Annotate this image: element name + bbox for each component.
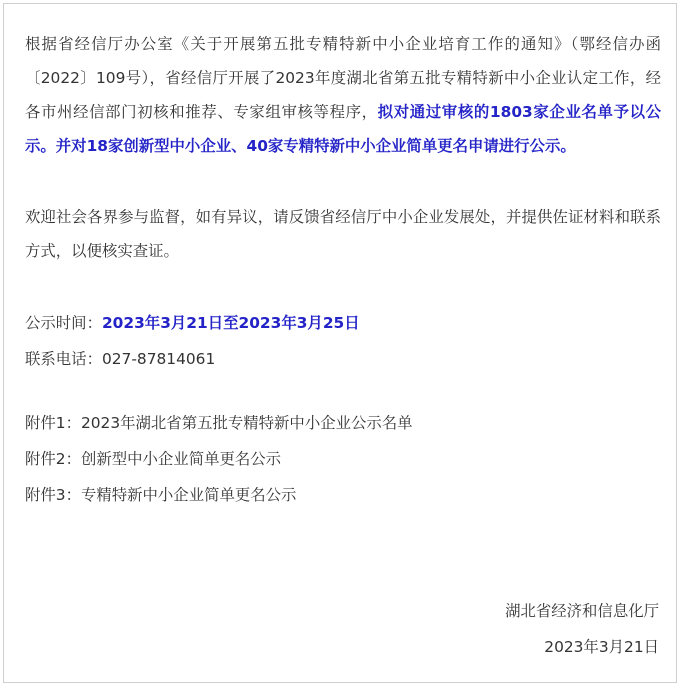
signature-date: 2023年3月21日 bbox=[544, 638, 659, 656]
attachment-3[interactable]: 附件3：专精特新中小企业简单更名公示 bbox=[25, 486, 297, 504]
phone-value: 027-87814061 bbox=[101, 350, 216, 368]
notice-paragraph-intro bbox=[25, 27, 661, 163]
notice-phone bbox=[25, 341, 661, 377]
period-value: 2023年3月21日至2023年3月25日 bbox=[101, 314, 360, 332]
notice-body bbox=[25, 27, 661, 513]
phone-label: 联系电话： bbox=[25, 350, 102, 368]
notice-period bbox=[25, 305, 661, 341]
attachment-1[interactable]: 附件1：2023年湖北省第五批专精特新中小企业公示名单 bbox=[25, 414, 413, 432]
intro-text: 根据省经信厅办公室《关于开展第五批专精特新中小企业培育工作的通知》（鄂经信办函〔2022〕109号），省经信厅开展了2023年度湖北省第五批专精特新中小企业认定工作，经各市州经信部门初核和推荐、专家组审核等程序， bbox=[25, 35, 661, 121]
signature-org: 湖北省经济和信息化厅 bbox=[505, 602, 659, 620]
attachment-2[interactable]: 附件2：创新型中小企业简单更名公示 bbox=[25, 450, 282, 468]
notice-paragraph-supervision: 欢迎社会各界参与监督，如有异议，请反馈省经信厅中小企业发展处，并提供佐证材料和联系方式，以便核实查证。 bbox=[25, 208, 661, 260]
intro-highlight: 拟对通过审核的1803家企业名单予以公示。并对18家创新型中小企业、40家专精特新中小企业简单更名申请进行公示。 bbox=[25, 103, 661, 155]
period-label: 公示时间： bbox=[25, 314, 102, 332]
